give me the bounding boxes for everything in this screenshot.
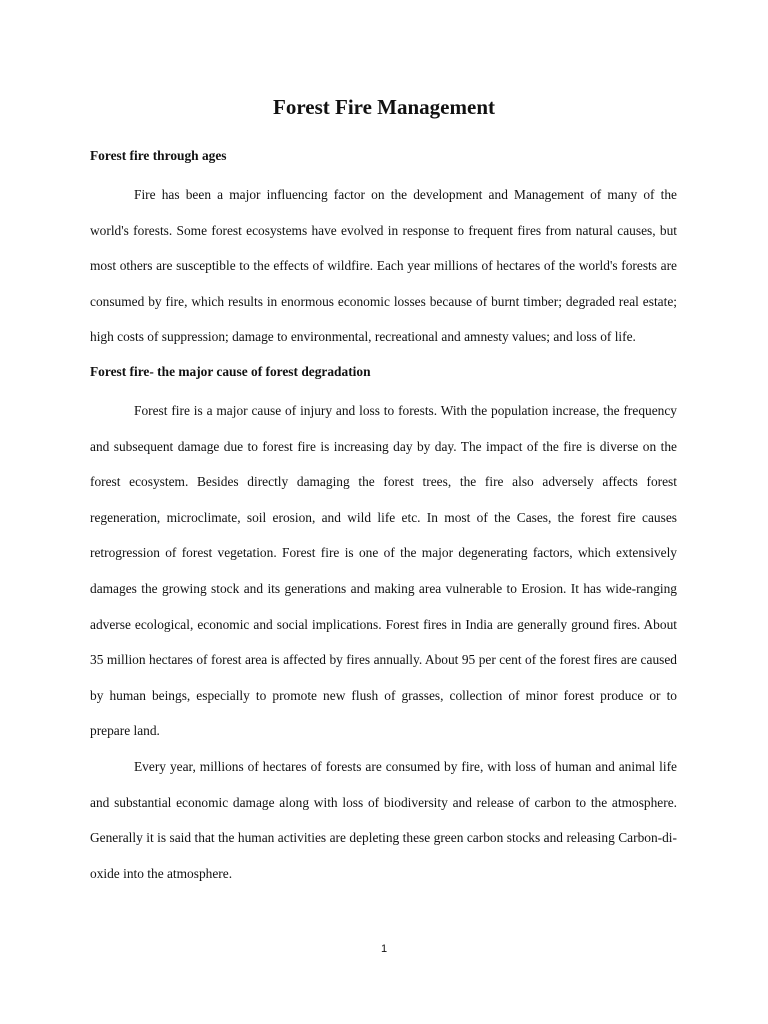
document-body (90, 141, 677, 891)
paragraph-forest-degradation: Forest fire is a major cause of injury and loss to forests. With the population increase, the frequency and subsequent damage due to forest fire is increasing day by day. The impact of the fire is diverse on the forest ecosystem. Besides directly damaging the forest trees, the fire also adversely affects forest regeneration, microclimate, soil erosion, and wild life etc. In most of the Cases, the forest fire causes retrogression of forest vegetation. Forest fire is one of the major degenerating factors, which extensively damages the growing stock and its generations and making area vulnerable to Erosion. It has wide-ranging adverse ecological, economic and social implications. Forest fires in India are generally ground fires. About 35 million hectares of forest area is affected by fires annually. About 95 per cent of the forest fires are caused by human beings, especially to promote new flush of grasses, collection of minor forest produce or to prepare land. (90, 402, 677, 739)
paragraph-fire-through-ages: Fire has been a major influencing factor on the development and Management of many of the world's forests. Some forest ecosystems have evolved in response to frequent fires from natural causes, but most others are susceptible to the effects of wildfire. Each year millions of hectares of the world's forests are consumed by fire, which results in enormous economic losses because of burnt timber; degraded real estate; high costs of suppression; damage to environmental, recreational and amnesty values; and loss of life. (90, 187, 677, 345)
page-number: 1 (380, 943, 388, 955)
section-heading-fire-through-ages: Forest fire through ages (90, 148, 227, 163)
page-title: Forest Fire Management (273, 95, 495, 119)
paragraph-carbon-release: Every year, millions of hectares of forests are consumed by fire, with loss of human and animal life and substantial economic damage along with loss of biodiversity and release of carbon to the atmosphere. Generally it is said that the human activities are depleting these green carbon stocks and releasing Carbon-di-oxide into the atmosphere. (90, 758, 677, 881)
section-heading-forest-degradation: Forest fire- the major cause of forest degradation (90, 363, 371, 379)
